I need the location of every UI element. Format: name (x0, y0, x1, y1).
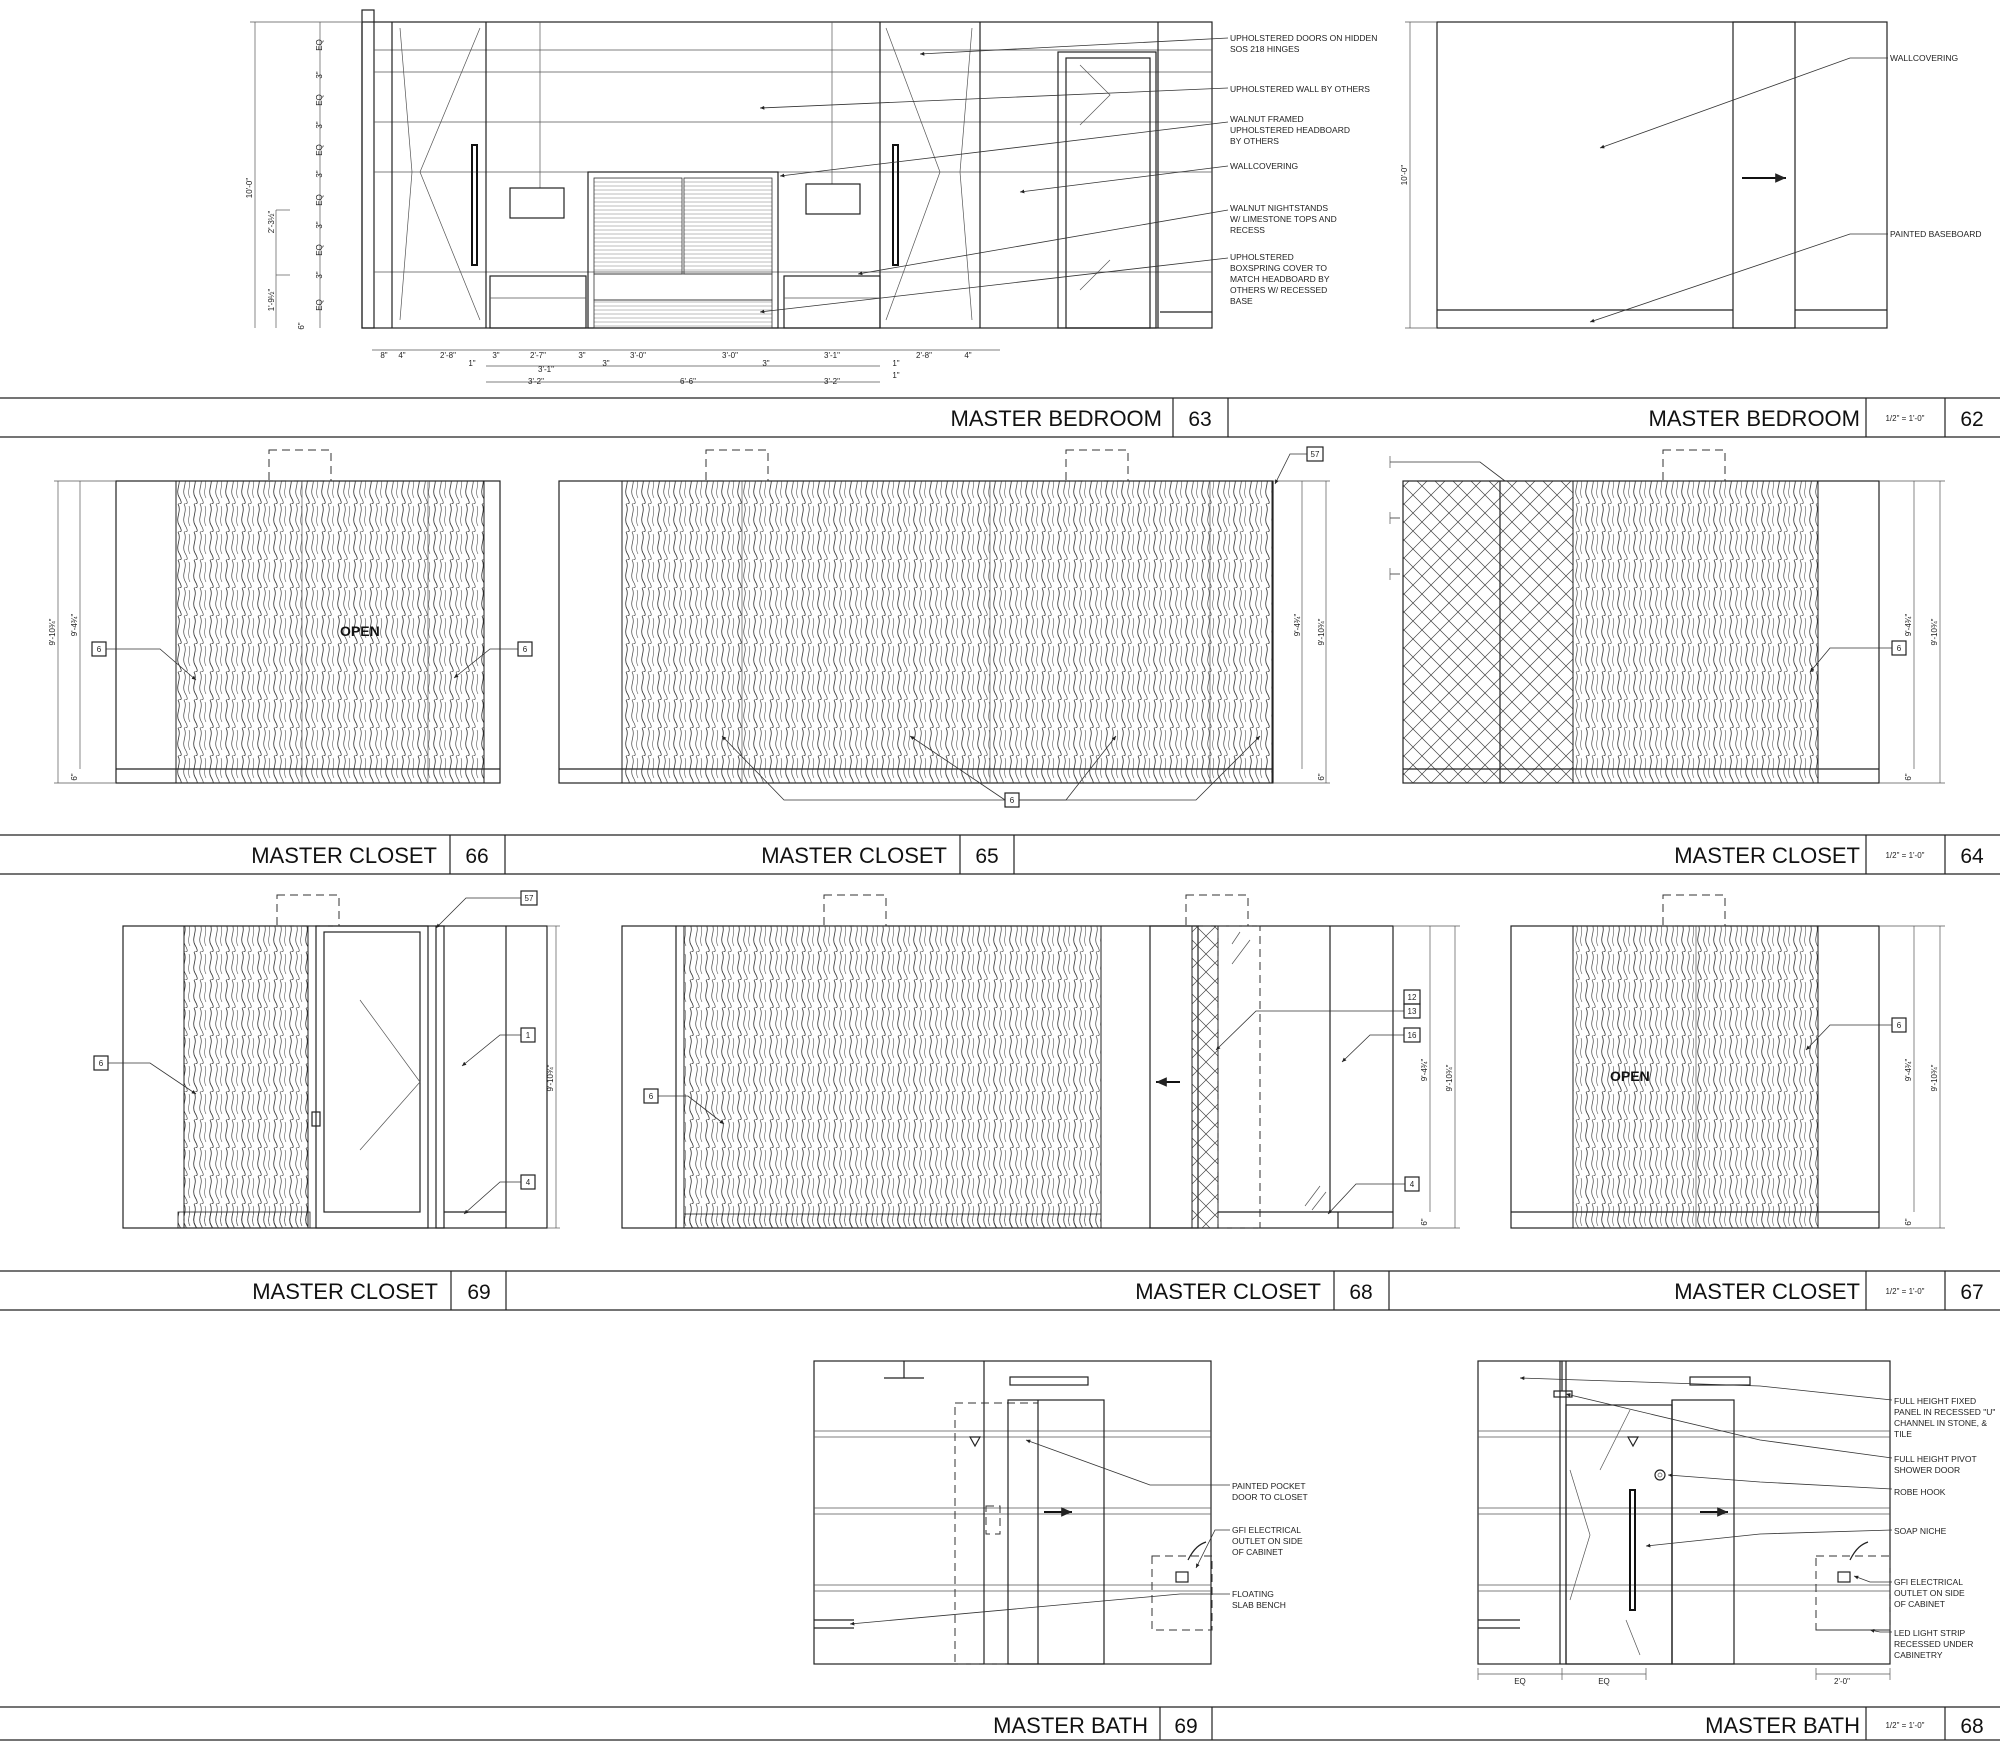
dim-66-upper: 9'-4¾" (70, 613, 79, 637)
title-bar-row-1 (0, 398, 2000, 437)
hdim-3ft0-a: 3'-0" (630, 351, 646, 360)
note-bath69-pocket-1: PAINTED POCKET (1232, 1481, 1306, 1491)
note-62-baseboard: PAINTED BASEBOARD (1890, 229, 1982, 239)
dim-bath68-2ft: 2'-0" (1834, 1677, 1850, 1686)
note-bath68-pivot-2: SHOWER DOOR (1894, 1465, 1961, 1475)
dim-64-upper: 9'-4¾" (1904, 613, 1913, 637)
tag-66-left: 6 (96, 645, 102, 654)
dim-65-base: 6" (1317, 773, 1326, 781)
hdim-3ft1: 3'-1" (824, 351, 840, 360)
note-boxspring-3: MATCH HEADBOARD BY (1230, 274, 1330, 284)
tag-68c-4: 4 (1409, 1180, 1415, 1189)
note-boxspring-1: UPHOLSTERED (1230, 252, 1294, 262)
dim-68c-upper: 9'-4¾" (1420, 1058, 1429, 1082)
hdim-3ft2-l: 3'-2" (528, 377, 544, 386)
dim-bath68-eq-left: EQ (1514, 1677, 1526, 1686)
hdim-2ft8-l: 2'-8" (440, 351, 456, 360)
note-boxspring-4: OTHERS W/ RECESSED (1230, 285, 1328, 295)
hdim-3in-b: 3" (578, 351, 586, 360)
dim-68c-base: 6" (1420, 1218, 1429, 1226)
dim-67-upper: 9'-4¾" (1904, 1058, 1913, 1082)
hdim-1in-r: 1" (892, 359, 900, 368)
tag-68c-13: 13 (1407, 1007, 1417, 1016)
note-boxspring-5: BASE (1230, 296, 1253, 306)
tag-69c-6: 6 (98, 1059, 104, 1068)
dim-69c-total: 9'-10¾" (546, 1064, 555, 1092)
note-headboard-2: UPHOLSTERED HEADBOARD (1230, 125, 1350, 135)
dim-3in-1: 3" (315, 71, 324, 79)
note-bath68-gfi-2: OUTLET ON SIDE (1894, 1588, 1965, 1598)
note-bath69-pocket-2: DOOR TO CLOSET (1232, 1492, 1308, 1502)
dim-67-base: 6" (1904, 1218, 1913, 1226)
title-bar-row-4 (0, 1707, 2000, 1740)
dim-67-total: 9'-10¾" (1930, 1064, 1939, 1092)
number-67: 67 (1960, 1281, 1984, 1304)
dim-1ft9: 1'-9½" (267, 288, 276, 312)
tag-65-6: 6 (1009, 796, 1015, 805)
note-bath68-panel-3: CHANNEL IN STONE, & (1894, 1418, 1988, 1428)
elevation-68-closet (622, 895, 1460, 1228)
tag-64-6: 6 (1896, 644, 1902, 653)
title-68-bath: MASTER BATH (1705, 1713, 1860, 1738)
hdim-3in-a: 3" (492, 351, 500, 360)
note-nightstands-3: RECESS (1230, 225, 1265, 235)
note-bath69-gfi-1: GFI ELECTRICAL (1232, 1525, 1301, 1535)
scale-62: 1/2" = 1'-0" (1885, 414, 1925, 423)
note-boxspring-2: BOXSPRING COVER TO (1230, 263, 1327, 273)
note-doors-1: UPHOLSTERED DOORS ON HIDDEN (1230, 33, 1378, 43)
dim-64-base: 6" (1904, 773, 1913, 781)
hdim-2ft8-r: 2'-8" (916, 351, 932, 360)
note-upholstered-wall: UPHOLSTERED WALL BY OTHERS (1230, 84, 1370, 94)
scale-64: 1/2" = 1'-0" (1885, 851, 1925, 860)
hdim-3ft2-r: 3'-2" (824, 377, 840, 386)
dim-eq-5: EQ (315, 244, 324, 256)
title-68-closet: MASTER CLOSET (1135, 1279, 1321, 1304)
note-bath68-led-3: CABINETRY (1894, 1650, 1943, 1660)
tag-65-57: 57 (1310, 450, 1320, 459)
dim-10ft: 10'-0" (245, 177, 254, 199)
tag-69c-4: 4 (525, 1178, 531, 1187)
elevation-67-closet (1511, 895, 1945, 1228)
open-label-66: OPEN (340, 623, 380, 639)
tag-66-right: 6 (522, 645, 528, 654)
dim-eq-6: EQ (315, 299, 324, 311)
dim-3in-2: 3" (315, 121, 324, 129)
number-63: 63 (1188, 408, 1212, 431)
number-65: 65 (975, 845, 999, 868)
note-bath68-robe-hook: ROBE HOOK (1894, 1487, 1946, 1497)
note-nightstands-1: WALNUT NIGHTSTANDS (1230, 203, 1329, 213)
title-67: MASTER CLOSET (1674, 1279, 1860, 1304)
dim-65-upper: 9'-4¾" (1293, 613, 1302, 637)
title-62: MASTER BEDROOM (1648, 406, 1860, 431)
hdim-1in-row2: 1" (892, 371, 900, 380)
number-69-bath: 69 (1174, 1715, 1198, 1738)
dim-66-total: 9'-10¾" (48, 618, 57, 646)
dim-eq-4: EQ (315, 194, 324, 206)
dim-3in-4: 3" (315, 221, 324, 229)
number-68-closet: 68 (1349, 1281, 1373, 1304)
elevation-65-closet (559, 447, 1330, 807)
note-bath68-panel-2: PANEL IN RECESSED "U" (1894, 1407, 1996, 1417)
note-doors-2: SOS 218 HINGES (1230, 44, 1300, 54)
title-66: MASTER CLOSET (251, 843, 437, 868)
hdim-3ft1-row2: 3'-1" (538, 365, 554, 374)
dim-2ft3: 2'-3½" (267, 210, 276, 234)
elevation-66-closet (48, 450, 532, 783)
hdim-6ft6: 6'-6" (680, 377, 696, 386)
dim-bath68-eq-right: EQ (1598, 1677, 1610, 1686)
number-66: 66 (465, 845, 489, 868)
hdim-1in-l: 1" (468, 359, 476, 368)
dim-6in: 6" (297, 322, 306, 330)
elevation-63-bedroom (245, 10, 1377, 386)
title-bar-row-3 (0, 1271, 2000, 1310)
note-bath68-gfi-3: OF CABINET (1894, 1599, 1946, 1609)
note-headboard-3: BY OTHERS (1230, 136, 1279, 146)
title-63: MASTER BEDROOM (950, 406, 1162, 431)
dim-66-base: 6" (70, 773, 79, 781)
note-62-wallcovering: WALLCOVERING (1890, 53, 1959, 63)
hdim-8in: 8" (380, 351, 388, 360)
note-bath69-gfi-2: OUTLET ON SIDE (1232, 1536, 1303, 1546)
dim-64-total: 9'-10¾" (1930, 618, 1939, 646)
dim-eq-1: EQ (315, 39, 324, 51)
number-68-bath: 68 (1960, 1715, 1984, 1738)
number-69-closet: 69 (467, 1281, 491, 1304)
dim-eq-3: EQ (315, 144, 324, 156)
hdim-3in-row2-a: 3" (602, 359, 610, 368)
title-bar-row-2 (0, 835, 2000, 874)
note-bath68-soap-niche: SOAP NICHE (1894, 1526, 1947, 1536)
hdim-2ft7: 2'-7" (530, 351, 546, 360)
tag-67-6: 6 (1896, 1021, 1902, 1030)
title-69-closet: MASTER CLOSET (252, 1279, 438, 1304)
tag-68c-6: 6 (648, 1092, 654, 1101)
note-bath68-pivot-1: FULL HEIGHT PIVOT (1894, 1454, 1977, 1464)
title-65: MASTER CLOSET (761, 843, 947, 868)
elevation-69-closet (94, 891, 560, 1228)
note-bath68-panel-1: FULL HEIGHT FIXED (1894, 1396, 1977, 1406)
tag-69c-1: 1 (525, 1031, 531, 1040)
note-bath69-bench-1: FLOATING (1232, 1589, 1274, 1599)
note-nightstands-2: W/ LIMESTONE TOPS AND (1230, 214, 1337, 224)
dim-3in-5: 3" (315, 271, 324, 279)
scale-67: 1/2" = 1'-0" (1885, 1287, 1925, 1296)
open-label-67: OPEN (1610, 1068, 1650, 1084)
dim-68c-total: 9'-10¾" (1445, 1064, 1454, 1092)
note-bath68-gfi-1: GFI ELECTRICAL (1894, 1577, 1963, 1587)
title-64: MASTER CLOSET (1674, 843, 1860, 868)
hdim-3in-row2-b: 3" (762, 359, 770, 368)
number-62: 62 (1960, 408, 1984, 431)
note-bath69-bench-2: SLAB BENCH (1232, 1600, 1286, 1610)
elevation-68-bath (1478, 1361, 1995, 1686)
tag-68c-12: 12 (1407, 993, 1417, 1002)
note-wallcovering: WALLCOVERING (1230, 161, 1299, 171)
dim-eq-2: EQ (315, 94, 324, 106)
hdim-4in-l: 4" (398, 351, 406, 360)
note-bath68-led-2: RECESSED UNDER (1894, 1639, 1974, 1649)
dim-62-height: 10'-0" (1400, 164, 1409, 186)
note-bath68-led-1: LED LIGHT STRIP (1894, 1628, 1966, 1638)
note-bath68-panel-4: TILE (1894, 1429, 1912, 1439)
elevation-64-closet (1390, 450, 1945, 783)
hdim-3ft0-b: 3'-0" (722, 351, 738, 360)
tag-69c-57: 57 (524, 894, 534, 903)
tag-68c-16: 16 (1407, 1031, 1417, 1040)
number-64: 64 (1960, 845, 1984, 868)
elevation-62-bedroom (1400, 22, 1981, 328)
elevation-69-bath (814, 1361, 1308, 1664)
dim-3in-3: 3" (315, 170, 324, 178)
scale-68-bath: 1/2" = 1'-0" (1885, 1721, 1925, 1730)
note-bath69-gfi-3: OF CABINET (1232, 1547, 1284, 1557)
hdim-4in-r: 4" (964, 351, 972, 360)
dim-65-total: 9'-10¾" (1317, 618, 1326, 646)
note-headboard-1: WALNUT FRAMED (1230, 114, 1304, 124)
title-69-bath: MASTER BATH (993, 1713, 1148, 1738)
